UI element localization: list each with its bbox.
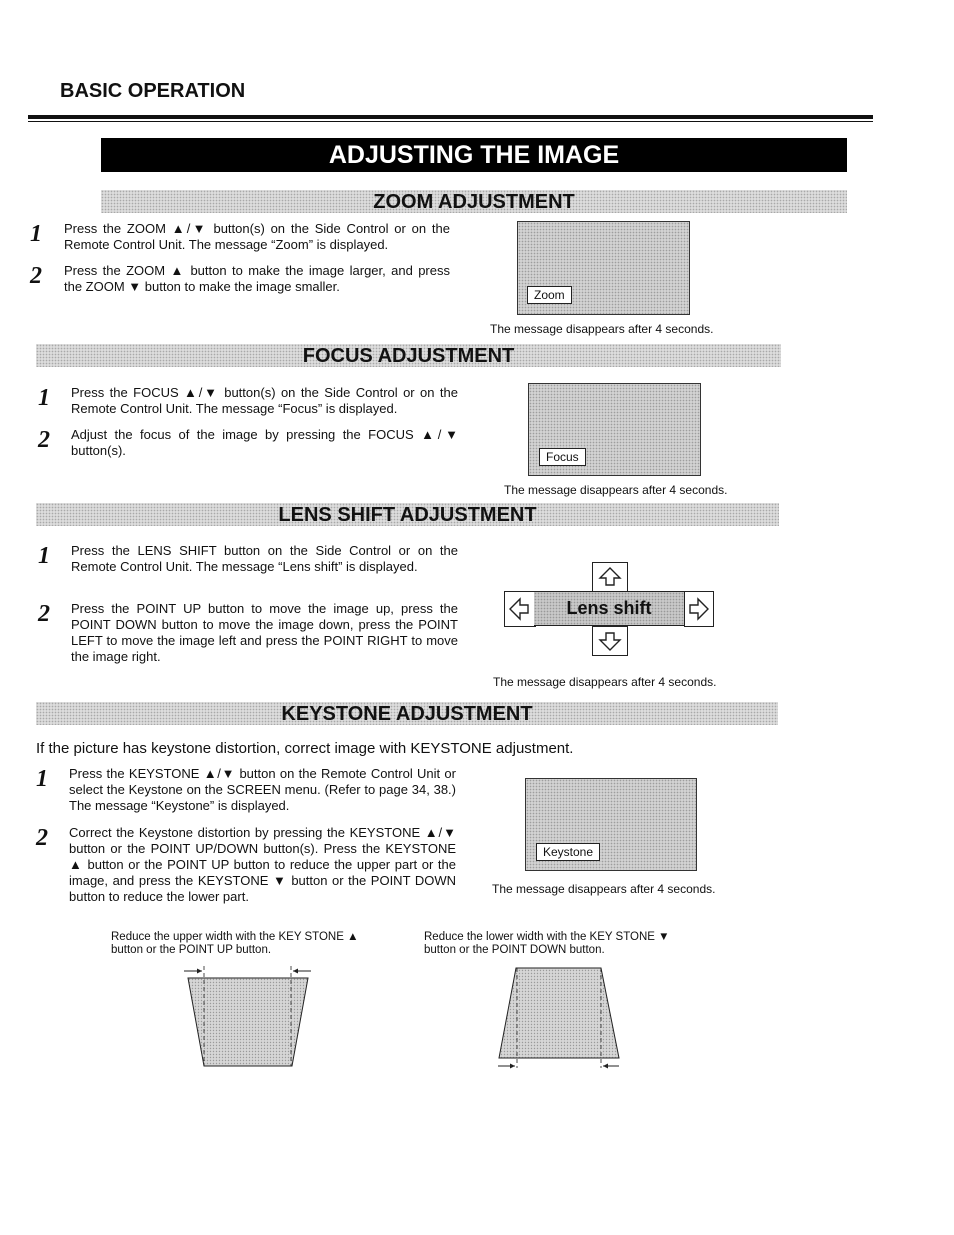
keystone-upper-diagram (170, 960, 320, 1072)
zoom-step-1-number: 1 (30, 221, 42, 247)
zoom-caption: The message disappears after 4 seconds. (490, 322, 714, 336)
arrow-up-icon (592, 562, 628, 592)
lens-shift-step-2-number: 2 (38, 601, 50, 627)
section-label: BASIC OPERATION (60, 80, 246, 102)
keystone-intro: If the picture has keystone distortion, correct image with KEYSTONE adjustment. (36, 740, 574, 757)
keystone-step-2-text: Correct the Keystone distortion by pressing the KEYSTONE ▲/▼ button or the POINT UP/DOWN button(s). Press the KEYSTONE ▲ button or the POINT UP button to reduce the upper part or the image, and press the KEYSTONE ▼ button or the POINT DOWN button to reduce the lower part. (69, 825, 456, 904)
keystone-lower-caption: Reduce the lower width with the KEY STONE ▼ button or the POINT DOWN button. (424, 931, 670, 956)
lens-shift-step-1-text: Press the LENS SHIFT button on the Side Control or on the Remote Control Unit. The message “Lens shift” is displayed. (71, 543, 458, 574)
lens-shift-heading: LENS SHIFT ADJUSTMENT (36, 503, 779, 526)
keystone-step-2-number: 2 (36, 825, 48, 851)
lens-shift-step-2-text: Press the POINT UP button to move the image up, press the POINT DOWN button to move the image down, press the POINT LEFT to move the image left and press the POINT RIGHT to move the image right. (71, 601, 458, 664)
focus-caption: The message disappears after 4 seconds. (504, 483, 728, 497)
focus-message: Focus (539, 448, 586, 466)
header-rule-thin (28, 121, 873, 122)
page-title: ADJUSTING THE IMAGE (101, 138, 847, 172)
focus-step-2-text: Adjust the focus of the image by pressing the FOCUS ▲/▼ button(s). (71, 427, 458, 458)
header-rule-thick (28, 115, 873, 119)
lens-shift-illustration (504, 562, 714, 656)
arrow-down-icon (592, 626, 628, 656)
keystone-heading: KEYSTONE ADJUSTMENT (36, 702, 778, 725)
zoom-step-1-text: Press the ZOOM ▲/▼ button(s) on the Side Control or on the Remote Control Unit. The message “Zoom” is displayed. (64, 221, 450, 252)
keystone-caption: The message disappears after 4 seconds. (492, 882, 716, 896)
zoom-message: Zoom (527, 286, 572, 304)
zoom-step-2-text: Press the ZOOM ▲ button to make the image larger, and press the ZOOM ▼ button to make the image smaller. (64, 263, 450, 294)
zoom-heading: ZOOM ADJUSTMENT (101, 190, 847, 213)
focus-heading: FOCUS ADJUSTMENT (36, 344, 781, 367)
zoom-step-2-number: 2 (30, 263, 42, 289)
focus-step-1-text: Press the FOCUS ▲/▼ button(s) on the Side Control or on the Remote Control Unit. The message “Focus” is displayed. (71, 385, 458, 416)
keystone-lower-diagram (485, 960, 635, 1072)
arrow-left-icon (504, 591, 536, 627)
arrow-right-icon (684, 591, 714, 627)
focus-step-1-number: 1 (38, 385, 50, 411)
zoom-screen-illustration (517, 221, 690, 315)
keystone-screen-illustration (525, 778, 697, 871)
focus-step-2-number: 2 (38, 427, 50, 453)
lens-shift-message: Lens shift (534, 591, 684, 626)
lens-shift-caption: The message disappears after 4 seconds. (493, 675, 717, 689)
keystone-message: Keystone (536, 843, 600, 861)
keystone-upper-caption: Reduce the upper width with the KEY STONE ▲ button or the POINT UP button. (111, 931, 359, 956)
focus-screen-illustration (528, 383, 701, 476)
keystone-step-1-number: 1 (36, 766, 48, 792)
keystone-step-1-text: Press the KEYSTONE ▲/▼ button on the Remote Control Unit or select the Keystone on the SCREEN menu. (Refer to page 34, 38.) The message “Keystone” is displayed. (69, 766, 456, 813)
lens-shift-step-1-number: 1 (38, 543, 50, 569)
